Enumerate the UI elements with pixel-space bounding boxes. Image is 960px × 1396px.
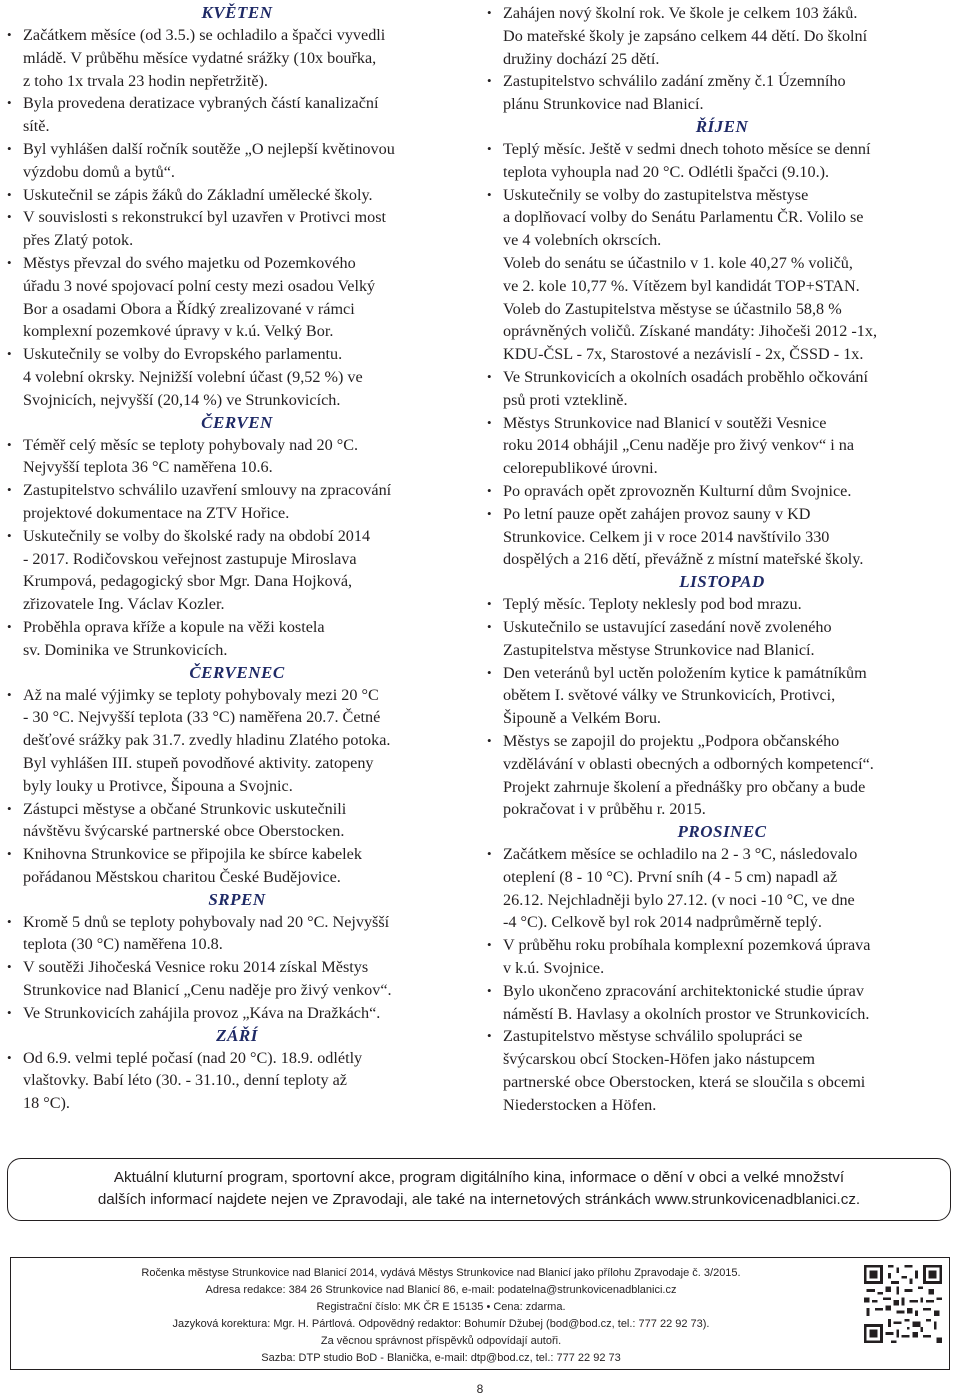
text-line: švýcarskou obcí Stocken-Höfen jako nástupcem bbox=[503, 1050, 815, 1069]
list-item bbox=[6, 525, 468, 616]
footer-line: Sazba: DTP studio BoD - Blanička, e-mail: dtp@bod.cz, tel.: 777 22 92 73 bbox=[261, 1352, 621, 1364]
text-line: návštěvu švýcarské partnerské obce Oberstocken. bbox=[23, 822, 345, 841]
text-line: • Zahájen nový školní rok. Ve škole je celkem 103 žáků. bbox=[503, 4, 858, 22]
text-line: • Začátkem měsíce (od 3.5.) se ochladilo a špačci vyvedli bbox=[23, 26, 386, 44]
text-line: • Bylo ukončeno zpracování architektonické studie úprav bbox=[503, 981, 864, 1000]
text-line: • Zastupitelstvo schválilo uzavření smlouvy na zpracování bbox=[23, 481, 392, 500]
text-line: celorepublikové úrovni. bbox=[503, 459, 658, 478]
list-item bbox=[486, 616, 958, 662]
text-line: • Teplý měsíc. Ještě v sedmi dnech tohoto měsíce se denní bbox=[503, 139, 871, 158]
list-srpen bbox=[6, 911, 468, 1025]
list-item bbox=[486, 366, 958, 412]
list-item bbox=[6, 1047, 468, 1115]
text-line: vzdělávání v oblasti obecných a odborných kompetencí“. bbox=[503, 754, 874, 773]
text-line: výzdobu domů a bytů“. bbox=[23, 162, 175, 181]
text-line: Niederstocken a Höfen. bbox=[503, 1095, 657, 1114]
text-line: oteplení (8 - 10 °C). První sníh (4 - 5 cm) napadl až bbox=[503, 867, 838, 886]
list-item bbox=[6, 479, 468, 525]
text-line: • Ve Strunkovicích zahájila provoz „Káva na Dražkách“. bbox=[23, 1003, 381, 1022]
text-line: • Zástupci městyse a občané Strunkovic uskutečnili bbox=[23, 799, 347, 818]
list-item bbox=[6, 434, 468, 480]
list-cervenec bbox=[6, 684, 468, 889]
text-line: • Téměř celý měsíc se teploty pohybovaly nad 20 °C. bbox=[23, 435, 359, 454]
list-item bbox=[486, 934, 958, 980]
text-line: • Teplý měsíc. Teploty neklesly pod bod mrazu. bbox=[503, 595, 802, 614]
text-line: • Den veteránů byl uctěn položením kytice k památníkům bbox=[503, 663, 867, 682]
info-line: dalších informací najdete nejen ve Zpravodaji, ale také na internetových stránkách www.strunkovicenadblanici.cz. bbox=[97, 1191, 861, 1208]
month-heading-srpen: SRPEN bbox=[208, 889, 266, 909]
text-line: KDU-ČSL - 7x, Starostové a nezávislí - 2x, ČSSD - 1x. bbox=[503, 345, 864, 364]
text-line: byly louky u Protivce, Šipouna a Svojnic. bbox=[23, 776, 293, 795]
text-line: Do mateřské školy je zapsáno celkem 44 dětí. Do školní bbox=[503, 26, 868, 45]
text-line: • Uskutečnily se volby do zastupitelstva městyse bbox=[503, 185, 809, 204]
text-line: • V souvislosti s rekonstrukcí byl uzavřen v Protivci most bbox=[23, 208, 386, 227]
text-line: Strunkovice. Celkem ji v roce 2014 navštívilo 330 bbox=[503, 527, 830, 546]
text-line: psů proti vzteklině. bbox=[503, 390, 628, 409]
text-line: úřadu 3 nové spojovací polní cesty mezi osadou Velký bbox=[23, 276, 376, 295]
text-line: teplota vyhoupla nad 20 °C. Odlétli špačci (9.10.). bbox=[503, 162, 830, 181]
text-line: v k.ú. Svojnice. bbox=[503, 959, 605, 978]
text-line: Voleb do Zastupitelstva městyse se účastnilo 58,8 % bbox=[503, 299, 842, 318]
text-line: zřizovatele Ing. Václav Kozler. bbox=[23, 595, 225, 614]
list-item bbox=[6, 92, 468, 138]
text-line: náměstí B. Havlasy a okolních prostor ve Strunkovicích. bbox=[503, 1004, 870, 1023]
text-line: oprávněných voličů. Získané mandáty: Jihočeši 2012 -1x, bbox=[503, 322, 878, 341]
text-line: - 30 °C. Nejvyšší teplota (33 °C) naměřena 20.7. Četné bbox=[23, 708, 381, 727]
list-item bbox=[6, 206, 468, 252]
text-line: • Po letní pauze opět zahájen provoz sauny v KD bbox=[503, 504, 811, 523]
footer-line: Adresa redakce: 384 26 Strunkovice nad Blanicí 86, e-mail: podatelna@strunkovicenadblanici.cz bbox=[205, 1284, 677, 1296]
text-line: Strunkovice nad Blanicí „Cenu naděje pro živý venkov“. bbox=[23, 981, 392, 1000]
text-line: • Ve Strunkovicích a okolních osadách proběhlo očkování bbox=[503, 367, 869, 386]
month-heading-prosinec: PROSINEC bbox=[677, 822, 767, 842]
text-line: roku 2014 obhájil „Cenu naděje pro živý venkov“ i na bbox=[503, 436, 855, 455]
text-line: mládě. V průběhu měsíce vydatné srážky (10x bouřka, bbox=[23, 48, 377, 67]
text-line: pořádanou Městskou charitou České Budějovice. bbox=[23, 867, 341, 886]
text-line: • Po opravách opět zprovozněn Kulturní dům Svojnice. bbox=[503, 481, 852, 500]
list-item bbox=[486, 593, 958, 616]
list-item bbox=[6, 184, 468, 207]
footer-imprint bbox=[10, 1257, 950, 1370]
list-item bbox=[6, 798, 468, 844]
text-line: • Od 6.9. velmi teplé počasí (nad 20 °C). 18.9. odlétly bbox=[23, 1048, 363, 1067]
list-item bbox=[6, 24, 468, 92]
list-zari-continued bbox=[486, 2, 958, 116]
text-line: • Kromě 5 dnů se teploty pohybovaly nad 20 °C. Nejvyšší bbox=[23, 912, 390, 931]
list-item bbox=[6, 138, 468, 184]
text-line: 18 °C). bbox=[23, 1094, 70, 1113]
text-line: družiny dochází 25 dětí. bbox=[503, 49, 660, 68]
text-line: komplexní pozemkové úpravy v k.ú. Velký Bor. bbox=[23, 322, 334, 341]
text-line: Šipouně a Velkém Boru. bbox=[503, 709, 661, 728]
text-line: • Knihovna Strunkovice se připojila ke sbírce kabelek bbox=[23, 845, 362, 864]
list-kveten bbox=[6, 24, 468, 412]
text-line: partnerské obce Oberstocken, která se sloučila s obcemi bbox=[503, 1073, 866, 1092]
month-heading-zari: ZÁŘÍ bbox=[216, 1025, 258, 1045]
text-line: 4 volební okrsky. Nejnižší volební účast (9,52 %) ve bbox=[23, 367, 363, 386]
text-line: Bor a osadami Obora a Řídký zrealizované v rámci bbox=[23, 299, 355, 318]
text-line: teplota (30 °C) naměřena 10.8. bbox=[23, 935, 223, 954]
list-item bbox=[486, 1025, 958, 1116]
text-line: Projekt zahrnuje školení a přednášky pro občany a bude bbox=[503, 777, 866, 796]
text-line: sv. Dominika ve Strunkovicích. bbox=[23, 640, 228, 659]
text-line: plánu Strunkovice nad Blanicí. bbox=[503, 95, 704, 114]
text-line: přes Zlatý potok. bbox=[23, 231, 134, 250]
text-line: • Zastupitelstvo městyse schválilo spolupráci se bbox=[503, 1027, 803, 1046]
text-line: • Městys se zapojil do projektu „Podpora občanského bbox=[503, 731, 840, 750]
text-line: ve 2. kole 10,77 %. Vítězem byl kandidát TOP+STAN. bbox=[503, 276, 860, 295]
text-line: • Uskutečnil se zápis žáků do Základní umělecké školy. bbox=[23, 185, 373, 204]
text-line: Svojnicích, nejvyšší (20,14 %) ve Strunkovicích. bbox=[23, 390, 341, 409]
list-item bbox=[486, 184, 958, 366]
text-line: • Městys Strunkovice nad Blanicí v soutěži Vesnice bbox=[503, 413, 827, 432]
list-item bbox=[6, 843, 468, 889]
list-item bbox=[6, 343, 468, 411]
text-line: projektové dokumentace na ZTV Hořice. bbox=[23, 503, 290, 522]
text-line: • Až na malé výjimky se teploty pohybovaly mezi 20 °C bbox=[23, 685, 379, 704]
footer-line: Ročenka městyse Strunkovice nad Blanicí 2014, vydává Městys Strunkovice nad Blanicí jako přílohu Zpravodaje č. 3/2015. bbox=[141, 1267, 741, 1279]
text-line: z toho 1x trvala 23 hodin nepřetržitě). bbox=[23, 71, 268, 90]
text-line: vlaštovky. Babí léto (30. - 31.10., denní teploty až bbox=[23, 1071, 347, 1090]
text-line: a doplňovací volby do Senátu Parlamentu ČR. Volilo se bbox=[503, 208, 864, 227]
list-item bbox=[6, 684, 468, 798]
list-item bbox=[486, 662, 958, 730]
left-column bbox=[6, 2, 468, 1115]
list-item bbox=[486, 843, 958, 934]
list-item bbox=[486, 730, 958, 821]
text-line: -4 °C). Celkově byl rok 2014 nadprůměrně teplý. bbox=[503, 913, 822, 932]
text-line: • Proběhla oprava kříže a kopule na věži kostela bbox=[23, 617, 325, 636]
month-heading-kveten: KVĚTEN bbox=[201, 3, 273, 22]
info-box bbox=[7, 1158, 951, 1221]
footer-line: Za věcnou správnost příspěvků odpovídají autoři. bbox=[320, 1335, 562, 1347]
text-line: Nejvyšší teplota 36 °C naměřena 10.6. bbox=[23, 458, 273, 477]
list-item bbox=[486, 412, 958, 480]
list-rijen bbox=[486, 138, 958, 571]
text-line: • Byla provedena deratizace vybraných částí kanalizační bbox=[23, 94, 379, 113]
list-cerven bbox=[6, 434, 468, 662]
page-number: 8 bbox=[476, 1382, 484, 1396]
list-item bbox=[486, 980, 958, 1026]
text-line: dospělých a 216 dětí, převážně z místní mateřské školy. bbox=[503, 550, 864, 569]
footer-text bbox=[51, 1265, 831, 1367]
qr-code-icon bbox=[864, 1265, 942, 1343]
text-line: • Zastupitelstvo schválilo zadání změny č.1 Územního bbox=[503, 72, 846, 91]
list-listopad bbox=[486, 593, 958, 821]
text-line: • V průběhu roku probíhala komplexní pozemková úprava bbox=[503, 936, 871, 955]
text-line: Voleb do senátu se účastnilo v 1. kole 40,27 % voličů, bbox=[503, 253, 853, 272]
month-heading-rijen: ŘÍJEN bbox=[695, 116, 749, 136]
list-item bbox=[486, 2, 958, 70]
text-line: pokračovat i v průběhu r. 2015. bbox=[503, 800, 706, 819]
list-item bbox=[486, 480, 958, 503]
list-prosinec bbox=[486, 843, 958, 1117]
month-heading-listopad: LISTOPAD bbox=[679, 572, 765, 592]
text-line: • Uskutečnily se volby do Evropského parlamentu. bbox=[23, 345, 343, 364]
month-heading-cervenec: ČERVENEC bbox=[189, 662, 285, 682]
text-line: Byl vyhlášen III. stupeň povodňové aktivity. zatopeny bbox=[23, 753, 374, 772]
list-item bbox=[6, 911, 468, 957]
list-item bbox=[6, 616, 468, 662]
text-line: dešťové srážky pak 31.7. zvedly hladinu Zlatého potoka. bbox=[23, 731, 391, 750]
list-item bbox=[6, 252, 468, 343]
list-item bbox=[486, 503, 958, 571]
list-zari bbox=[6, 1047, 468, 1115]
list-item bbox=[486, 70, 958, 116]
text-line: ve 4 volebních okrscích. bbox=[503, 231, 662, 250]
footer-line: Registrační číslo: MK ČR E 15135 • Cena: zdarma. bbox=[316, 1301, 566, 1313]
text-line: • Městys převzal do svého majetku od Pozemkového bbox=[23, 253, 356, 272]
text-line: obětem I. světové války ve Strunkovicích, Protivci, bbox=[503, 686, 836, 705]
right-column bbox=[486, 2, 958, 1117]
text-line: • V soutěži Jihočeská Vesnice roku 2014 získal Městys bbox=[23, 958, 369, 977]
text-line: sítě. bbox=[23, 117, 50, 136]
text-line: • Uskutečnily se volby do školské rady na období 2014 bbox=[23, 526, 371, 545]
text-line: • Byl vyhlášen další ročník soutěže „O nejlepší květinovou bbox=[23, 139, 395, 158]
text-line: • Uskutečnilo se ustavující zasedání nově zvoleného bbox=[503, 617, 832, 636]
text-line: - 2017. Rodičovskou veřejnost zastupuje Miroslava bbox=[23, 549, 357, 568]
month-heading-cerven: ČERVEN bbox=[201, 412, 273, 432]
list-item bbox=[6, 956, 468, 1002]
text-line: Krumpová, pedagogický sbor Mgr. Dana Hojková, bbox=[23, 572, 353, 591]
text-line: • Začátkem měsíce se ochladilo na 2 - 3 °C, následovalo bbox=[503, 845, 858, 864]
text-line: Zastupitelstva městyse Strunkovice nad Blanicí. bbox=[503, 640, 815, 659]
list-item bbox=[6, 1002, 468, 1025]
text-line: 26.12. Nejchladněji bylo 27.12. (v noci -10 °C, ve dne bbox=[503, 890, 855, 909]
list-item bbox=[486, 138, 958, 184]
info-line: Aktuální kluturní program, sportovní akce, program digitálního kina, informace o dění v obci a velké množství bbox=[113, 1169, 845, 1186]
footer-line: Jazyková korektura: Mgr. H. Pártlová. Odpovědný redaktor: Bohumír Džubej (bod@bod.cz, tel.: 777 22 92 73). bbox=[172, 1318, 710, 1330]
